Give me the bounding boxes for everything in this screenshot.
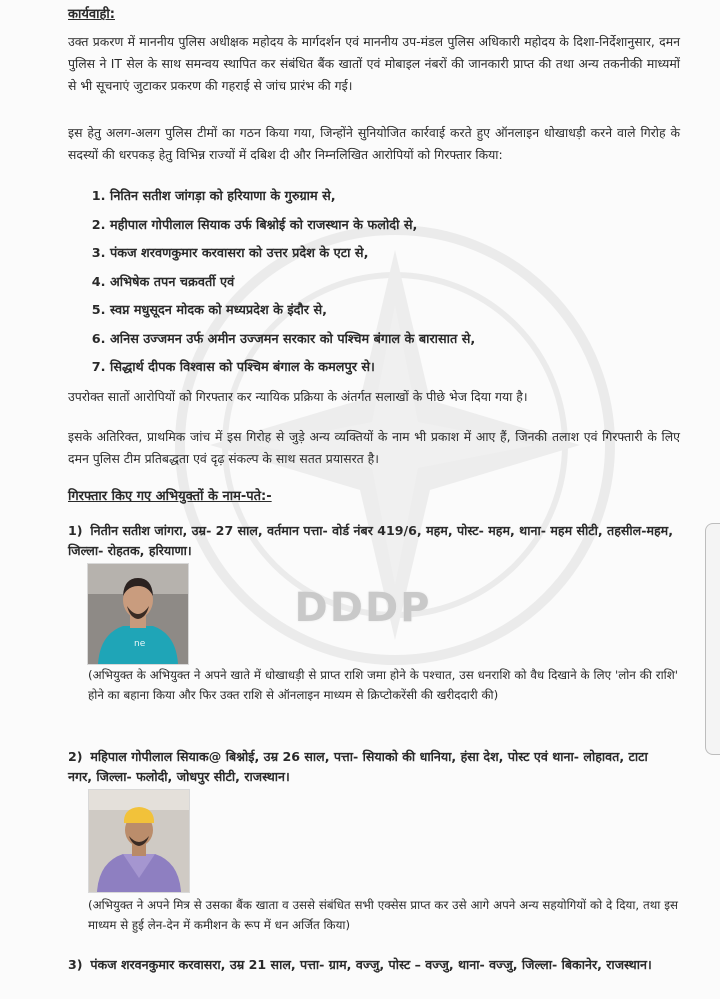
arrested-list-item: 1. नितिन सतीश जांगड़ा को हरियाणा के गुरुग्राम से, [110,183,670,212]
accused-details: नितीन सतीश जांगरा, उम्र- 27 साल, वर्तमान पत्ता- वोर्ड नंबर 419/6, महम, पोस्ट- महम, थाना- महम सीटी, तहसील-महम, जिल्ला- रोहतक, हरियाणा। [68,523,673,558]
accused-details: महिपाल गोपीलाल सियाक@ बिश्नोई, उम्र 26 साल, पत्ता- सियाको की धानिया, हंसा देश, पोस्ट एवं थाना- लोहावत, टाटा नगर, जिल्ला- फलोदी, जोधपुर सीटी, राजस्थान। [68,749,648,784]
arrested-list-item: 5. स्वप्न मधुसूदन मोदक को मध्यप्रदेश के इंदौर से, [110,297,670,326]
accused-2-note: (अभियुक्त ने अपने मित्र से उसका बैंक खाता व उससे संबंधित सभी एक्सेस प्राप्त कर उसे आगे अपने अन्य सहयोगियों को दे दिया, तथा इस माध्यम से हुई लेन-देन में कमीशन के रूप में धन अर्जित किया) [88,898,678,932]
karyavahi-paragraph-1: उक्त प्रकरण में माननीय पुलिस अधीक्षक महोदय के मार्गदर्शन एवं माननीय उप-मंडल पुलिस अधिकारी महोदय के दिशा-निर्देशानुसार, दमन पुलिस ने IT सेल के साथ समन्वय स्थापित कर संबंधित बैंक खातों एवं मोबाइल नंबरों की जानकारी प्राप्त की तथा अन्य तकनीकी माध्यमों से भी सूचनाएं जुटाकर प्रकरण की गहराई से जांच प्रारंभ की गई। [68,34,680,93]
accused-number: 2) [68,749,83,764]
accused-1-title [68,521,676,561]
arrested-list-item: 7. सिद्धार्थ दीपक विश्वास को पश्चिम बंगाल के कमलपुर से। [110,354,670,383]
karyavahi-paragraph-3: उपरोक्त सातों आरोपियों को गिरफ्तार कर न्यायिक प्रक्रिया के अंतर्गत सलाखों के पीछे भेज दिया गया है। [68,389,528,404]
accused-number: 1) [68,523,83,538]
karyavahi-paragraph-4: इसके अतिरिक्त, प्राथमिक जांच में इस गिरोह से जुड़े अन्य व्यक्तियों के नाम भी प्रकाश में आए हैं, जिनकी तलाश एवं गिरफ्तारी के लिए दमन पुलिस टीम प्रतिबद्धता एवं दृढ़ संकल्प के साथ सतत प्रयासरत है। [68,429,680,466]
arrested-list-item: 2. महीपाल गोपीलाल सियाक उर्फ बिश्नोई को राजस्थान के फलोदी से, [110,212,670,241]
arrested-list-item: 6. अनिस उज्जमन उर्फ अमीन उज्जमन सरकार को पश्चिम बंगाल के बारासात से, [110,326,670,355]
accused-1-note: (अभियुक्त के अभियुक्त ने अपने खाते में धोखाधड़ी से प्राप्त राशि जमा होने के पश्चात, उस धनराशि को वैध दिखाने के लिए 'लोन की राशि' होने का बहाना किया और फिर उक्त राशि से ऑनलाइन माध्यम से क्रिप्टोकरेंसी की खरीददारी की) [88,668,678,702]
svg-text:ne: ne [134,639,146,649]
karyavahi-paragraph-2: इस हेतु अलग-अलग पुलिस टीमों का गठन किया गया, जिन्होंने सुनियोजित कार्रवाई करते हुए ऑनलाइन धोखाधड़ी करने वाले गिरोह के सदस्यों की धरपकड़ हेतु विभिन्न राज्यों में दबिश दी और निम्नलिखित आरोपियों को गिरफ्तार किया: [68,125,680,162]
arrested-list [84,183,670,383]
accused-3-title [68,955,676,975]
arrested-list-item: 4. अभिषेक तपन चक्रवर्ती एवं [110,269,670,298]
accused-details: पंकज शरवनकुमार करवासरा, उम्र 21 साल, पत्ता- ग्राम, वज्जु, पोस्ट – वज्जु, थाना- वज्जु, जिल्ला- बिकानेर, राजस्थान। [90,957,652,972]
page-side-tab[interactable] [705,523,720,755]
accused-2-photo [88,789,190,893]
accused-2-title [68,747,676,787]
section-heading-accused: गिरफ्तार किए गए अभियुक्तों के नाम-पते:- [68,489,272,504]
watermark-text: DDDP [294,585,432,631]
accused-1-photo [87,563,189,665]
arrested-list-item: 3. पंकज शरवणकुमार करवासरा को उत्तर प्रदेश के एटा से, [110,240,670,269]
accused-number: 3) [68,957,83,972]
section-heading-karyavahi: कार्यवाही: [68,7,115,22]
